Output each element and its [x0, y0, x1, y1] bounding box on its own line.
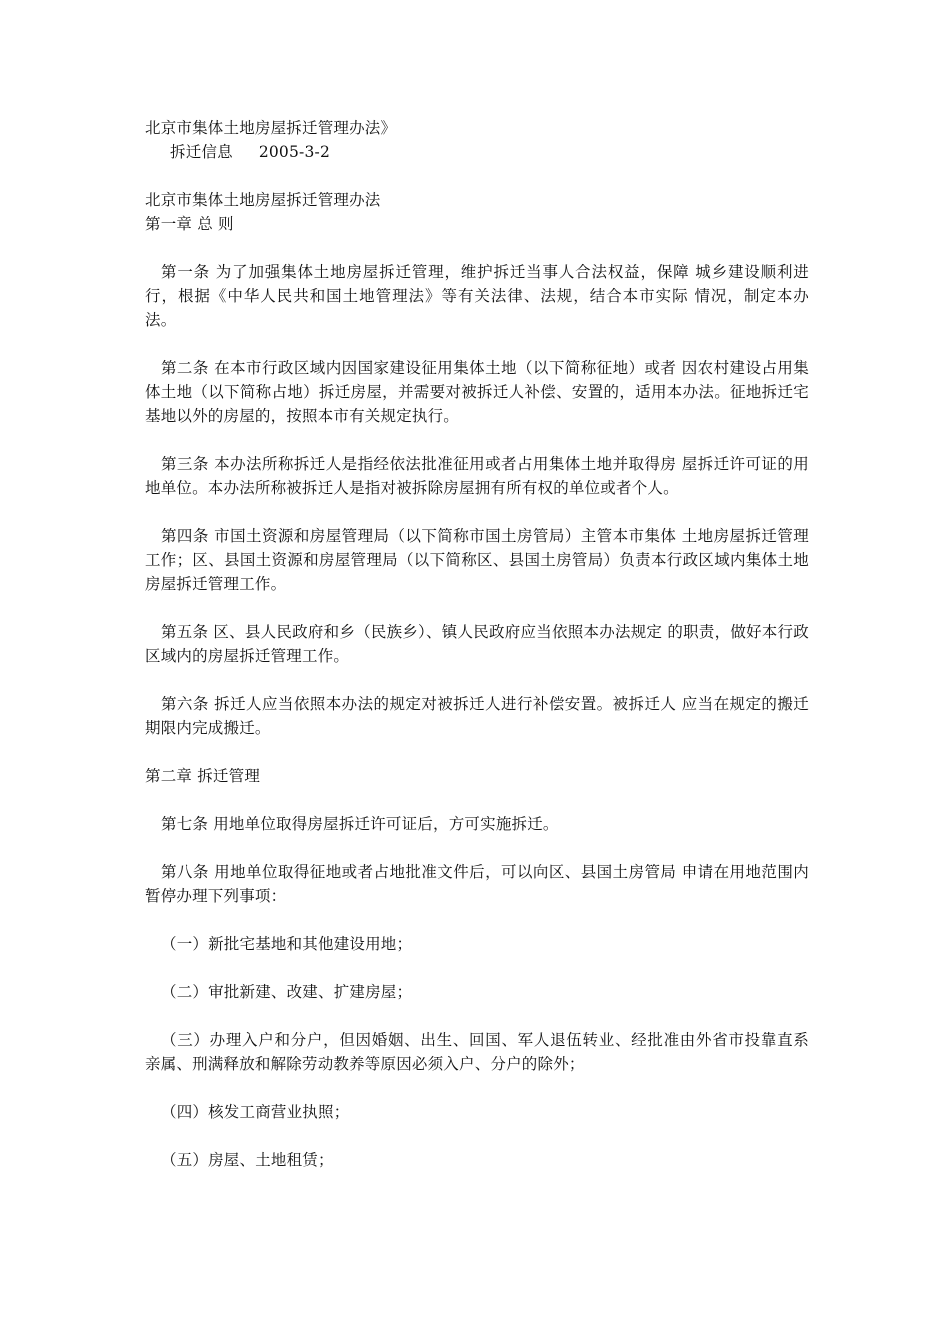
article-5: 第五条 区、县人民政府和乡（民族乡）、镇人民政府应当依照本办法规定 的职责，做好本行政区域内的房屋拆迁管理工作。	[145, 623, 809, 665]
list-item: （一）新批宅基地和其他建设用地；	[161, 935, 413, 953]
spacer	[145, 956, 809, 980]
source-label: 拆迁信息	[170, 143, 233, 161]
article-4: 第四条 市国土资源和房屋管理局（以下简称市国土房管局）主管本市集体 土地房屋拆迁管理工作；区、县国土资源和房屋管理局（以下简称区、县国土房管局）负责本行政区域内集体土地房屋拆迁管理工作。	[145, 527, 809, 593]
document-page	[145, 116, 809, 1172]
spacer	[145, 740, 809, 764]
list-item: （三）办理入户和分户，但因婚姻、出生、回国、军人退伍转业、经批准由外省市投靠直系 亲属、刑满释放和解除劳动教养等原因必须入户、分户的除外；	[145, 1031, 809, 1073]
publish-date: 2005-3-2	[258, 143, 331, 161]
header-title: 北京市集体土地房屋拆迁管理办法》	[145, 119, 397, 137]
list-item: （五）房屋、土地租赁；	[161, 1151, 334, 1169]
spacer	[145, 788, 809, 812]
spacer	[145, 332, 809, 356]
header-meta	[145, 140, 809, 164]
article-3: 第三条 本办法所称拆迁人是指经依法批准征用或者占用集体土地并取得房 屋拆迁许可证的用地单位。本办法所称被拆迁人是指对被拆除房屋拥有所有权的单位或者个人。	[145, 455, 809, 497]
spacer	[145, 668, 809, 692]
article-7: 第七条 用地单位取得房屋拆迁许可证后，方可实施拆迁。	[161, 815, 559, 833]
spacer	[145, 500, 809, 524]
spacer	[145, 1124, 809, 1148]
spacer	[145, 1076, 809, 1100]
spacer	[145, 164, 809, 188]
list-item: （二）审批新建、改建、扩建房屋；	[161, 983, 413, 1001]
article-8: 第八条 用地单位取得征地或者占地批准文件后，可以向区、县国土房管局 申请在用地范围内暂停办理下列事项：	[145, 863, 809, 905]
list-item: （四）核发工商营业执照；	[161, 1103, 350, 1121]
spacer	[145, 1004, 809, 1028]
spacer	[145, 236, 809, 260]
spacer	[145, 596, 809, 620]
chapter-heading: 第一章 总 则	[145, 215, 234, 233]
article-2: 第二条 在本市行政区域内因国家建设征用集体土地（以下简称征地）或者 因农村建设占用集体土地（以下简称占地）拆迁房屋，并需要对被拆迁人补偿、安置的，适用本办法。征地拆迁宅基地以外的房屋的，按照本市有关规定执行。	[145, 359, 809, 425]
article-1: 第一条 为了加强集体土地房屋拆迁管理，维护拆迁当事人合法权益，保障 城乡建设顺利进行，根据《中华人民共和国土地管理法》等有关法律、法规，结合本市实际 情况，制定本办法。	[145, 263, 809, 329]
spacer	[145, 428, 809, 452]
spacer	[145, 908, 809, 932]
chapter-heading: 第二章 拆迁管理	[145, 767, 261, 785]
document-title: 北京市集体土地房屋拆迁管理办法	[145, 191, 381, 209]
spacer	[145, 836, 809, 860]
article-6: 第六条 拆迁人应当依照本办法的规定对被拆迁人进行补偿安置。被拆迁人 应当在规定的搬迁期限内完成搬迁。	[145, 695, 809, 737]
